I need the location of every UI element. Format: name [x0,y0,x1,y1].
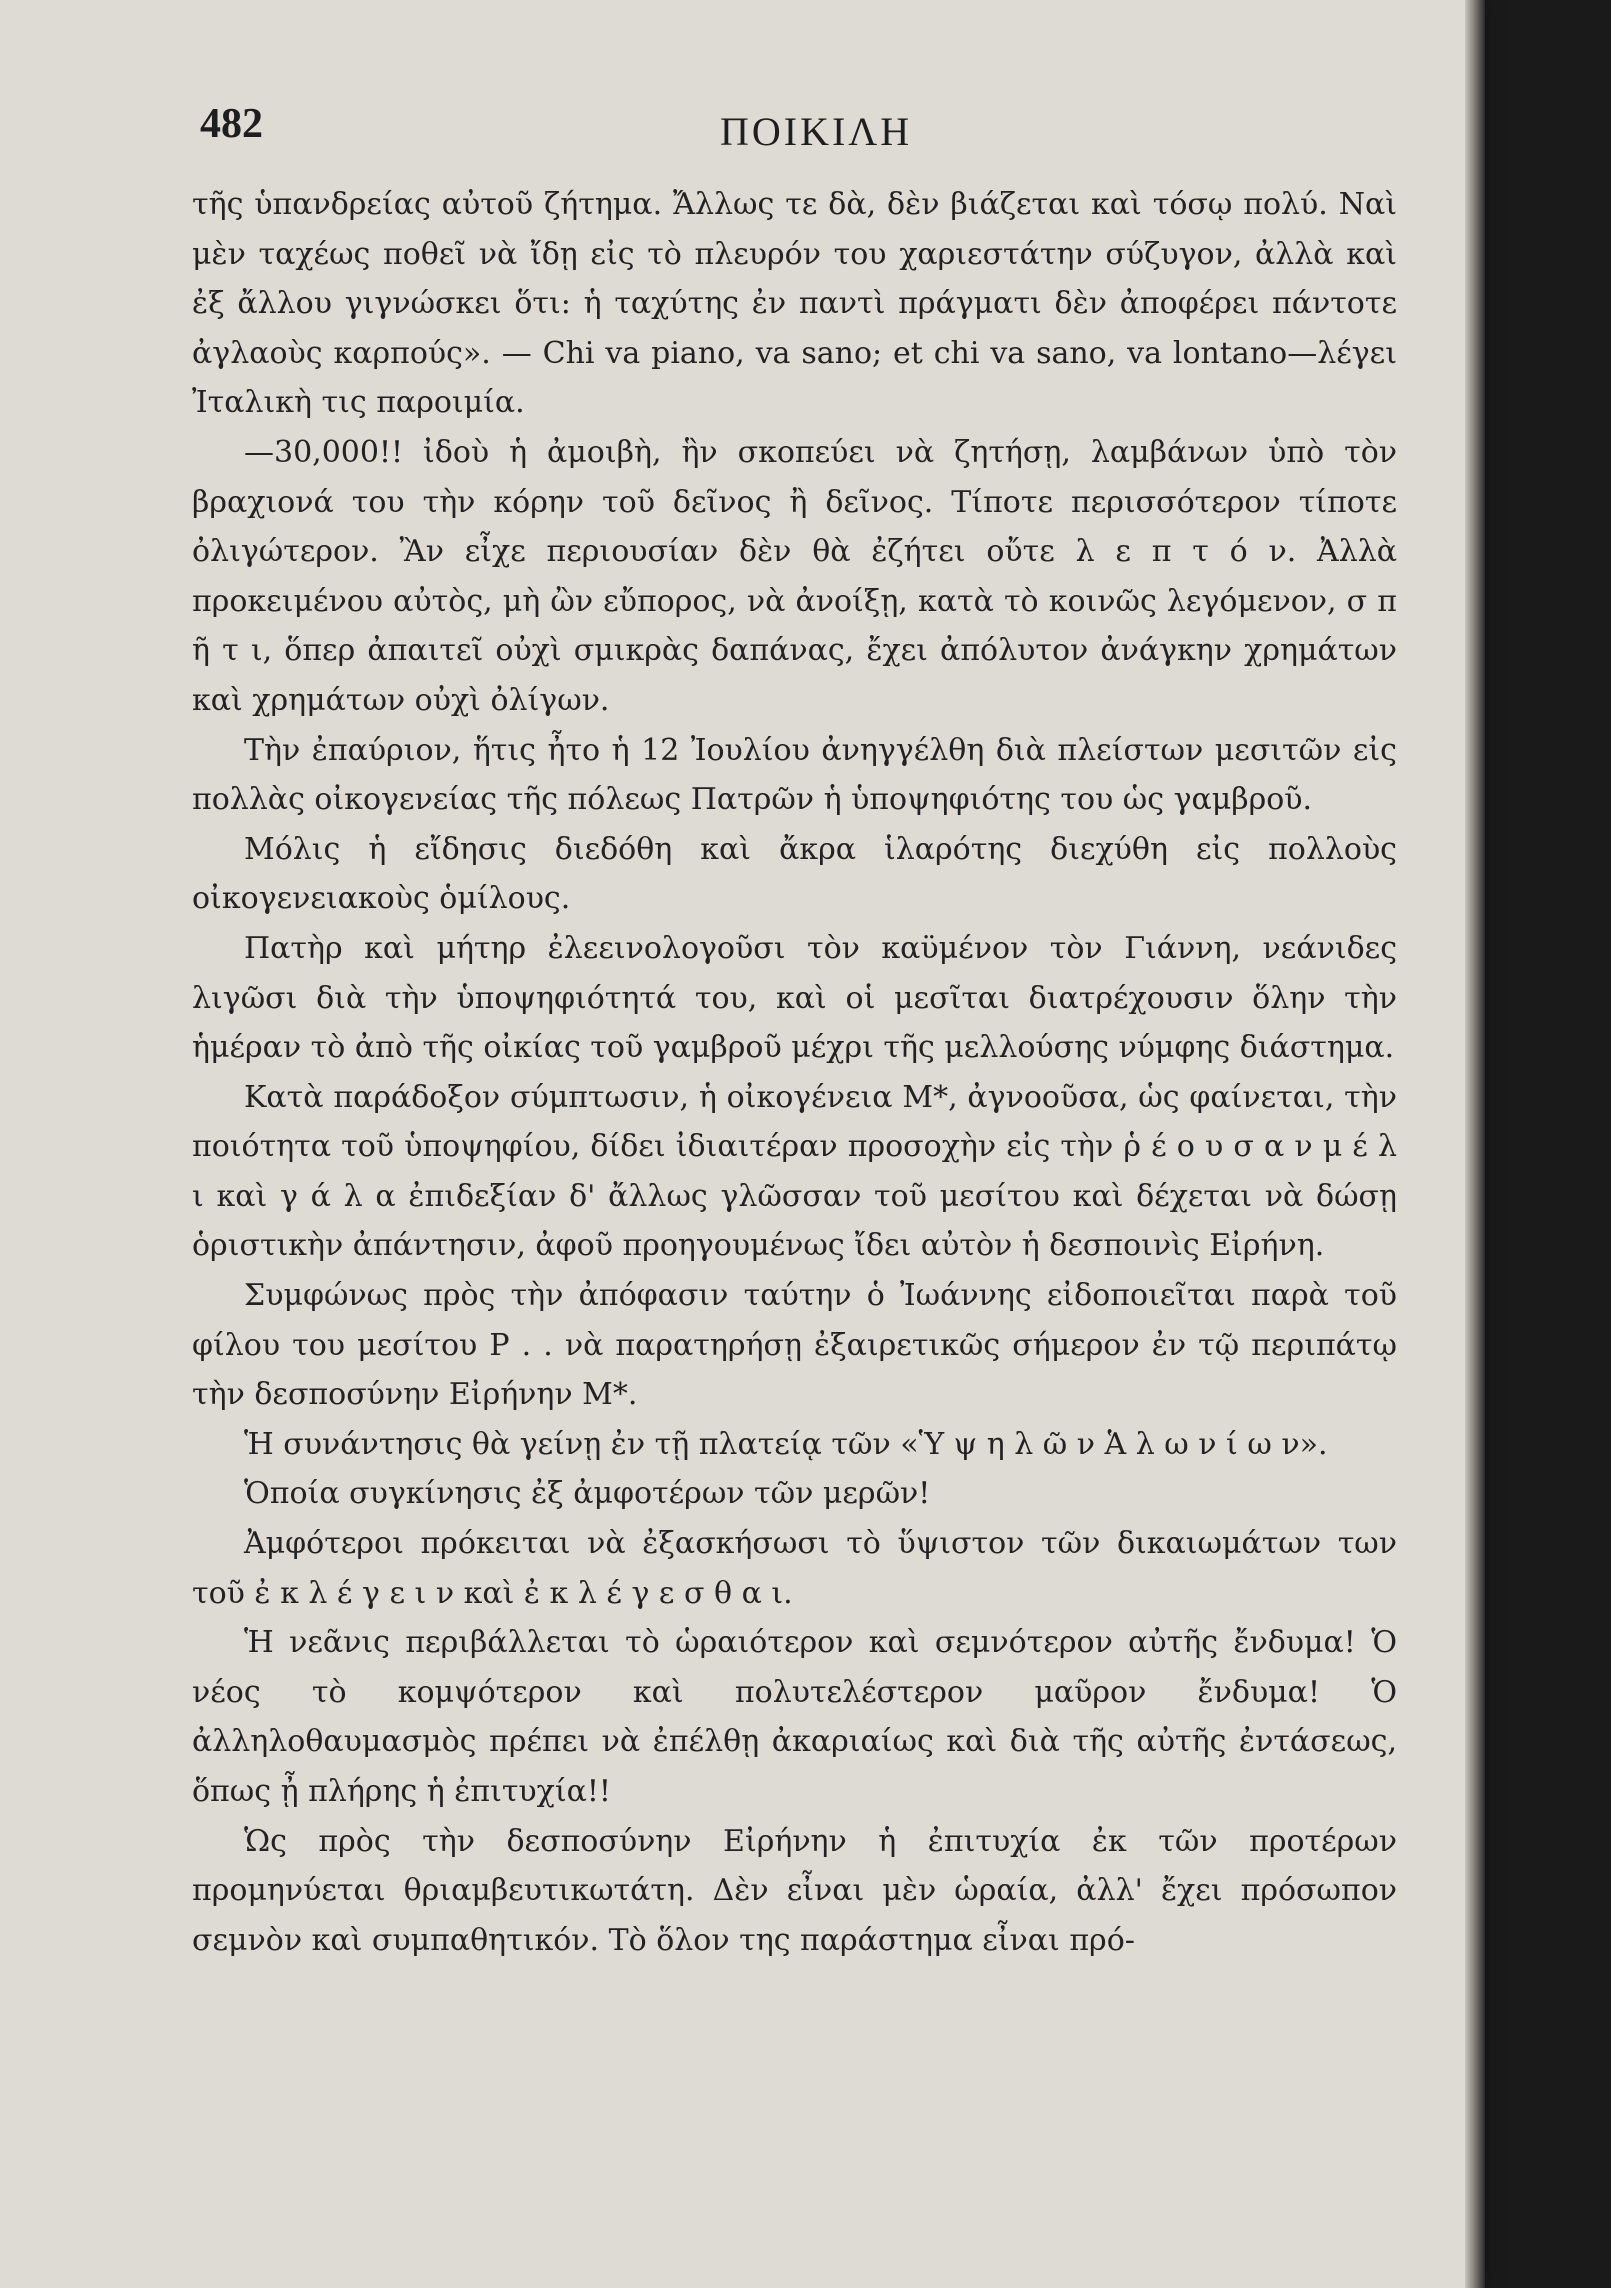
paragraph: τῆς ὑπανδρείας αὐτοῦ ζήτημα. Ἄλλως τε δὰ, δὲν βιάζεται καὶ τόσῳ πολύ. Ναὶ μὲν ταχέως ποθεῖ νὰ ἴδῃ εἰς τὸ πλευρόν του χαριεστάτην σύζυγον, ἀλλὰ καὶ ἐξ ἄλλου γιγνώσκει ὅτι: ἡ ταχύτης ἐν παντὶ πράγματι δὲν ἀποφέρει πάντοτε ἀγλαοὺς καρπούς». — Chi va piano, va sano; et chi va sano, va lontano—λέγει Ἰταλικὴ τις παροιμία. [192,187,1397,421]
paragraph: Πατὴρ καὶ μήτηρ ἐλεεινολογοῦσι τὸν καϋμένον τὸν Γιάννη, νεάνιδες λιγῶσι διὰ τὴν ὑποψηφιότητά του, καὶ οἱ μεσῖται διατρέχουσιν ὅλην τὴν ἡμέραν τὸ ἀπὸ τῆς οἰκίας τοῦ γαμβροῦ μέχρι τῆς μελλούσης νύμφης διάστημα. [192,930,1397,1066]
paragraph: Ὡς πρὸς τὴν δεσποσύνην Εἰρήνην ἡ ἐπιτυχία ἐκ τῶν προτέρων προμηνύεται θριαμβευτικωτάτη. Δὲν εἶναι μὲν ὡραία, ἀλλ' ἔχει πρόσωπον σεμνὸν καὶ συμπαθητικόν. Τὸ ὅλον της παράστημα εἶναι πρό- [192,1823,1397,1958]
paragraph: Τὴν ἐπαύριον, ἥτις ἦτο ἡ 12 Ἰουλίου ἀνηγγέλθη διὰ πλείστων μεσιτῶν εἰς πολλὰς οἰκογενείας τῆς πόλεως Πατρῶν ἡ ὑποψηφιότης του ὡς γαμβροῦ. [192,732,1397,818]
paragraph: Ἡ συνάντησις θὰ γείνῃ ἐν τῇ πλατείᾳ τῶν «Ὑ ψ η λ ῶ ν Ἁ λ ω ν ί ω ν». [244,1426,1328,1462]
paragraph: —30,000!! ἰδοὺ ἡ ἀμοιβὴ, ἣν σκοπεύει νὰ ζητήσῃ, λαμβάνων ὑπὸ τὸν βραχιονά του τὴν κόρην τοῦ δεῖνος ἢ δεῖνος. Τίποτε περισσότερον τίποτε ὀλιγώτερον. Ἂν εἶχε περιουσίαν δὲν θὰ ἐζήτει οὔτε λ ε π τ ό ν. Ἀλλὰ προκειμένου αὐτὸς, μὴ ὢν εὔπορος, νὰ ἀνοίξῃ, κατὰ τὸ κοινῶς λεγόμενον, σ π ῆ τ ι, ὅπερ ἀπαιτεῖ οὐχὶ σμικρὰς δαπάνας, ἔχει ἀπόλυτον ἀνάγκην χρημάτων καὶ χρημάτων οὐχὶ ὀλίγων. [192,434,1397,718]
paragraph: Μόλις ἡ εἴδησις διεδόθη καὶ ἄκρα ἱλαρότης διεχύθη εἰς πολλοὺς οἰκογενειακοὺς ὁμίλους. [192,831,1397,917]
page-number: 482 [200,101,263,147]
page-header [0,100,1475,170]
paragraph: Συμφώνως πρὸς τὴν ἀπόφασιν ταύτην ὁ Ἰωάννης εἰδοποιεῖται παρὰ τοῦ φίλου του μεσίτου Ρ . . νὰ παρατηρήσῃ ἐξαιρετικῶς σήμερον ἐν τῷ περιπάτῳ τὴν δεσποσύνην Εἰρήνην Μ*. [192,1278,1397,1413]
page-edge-shadow [1465,0,1485,2288]
running-head: ΠΟΙΚΙΛΗ [720,109,913,154]
body-text [192,180,1397,2240]
paragraph: Κατὰ παράδοξον σύμπτωσιν, ἡ οἰκογένεια Μ*, ἀγνοοῦσα, ὡς φαίνεται, τὴν ποιότητα τοῦ ὑποψηφίου, δίδει ἰδιαιτέραν προσοχὴν εἰς τὴν ῥ έ ο υ σ α ν μ έ λ ι καὶ γ ά λ α ἐπιδεξίαν δ' ἄλλως γλῶσσαν τοῦ μεσίτου καὶ δέχεται νὰ δώσῃ ὁριστικὴν ἀπάντησιν, ἀφοῦ προηγουμένως ἴδει αὐτὸν ἡ δεσποινὶς Εἰρήνη. [192,1079,1397,1264]
paragraph: Ἀμφότεροι πρόκειται νὰ ἐξασκήσωσι τὸ ὕψιστον τῶν δικαιωμάτων των τοῦ ἐ κ λ έ γ ε ι ν καὶ ἐ κ λ έ γ ε σ θ α ι. [192,1526,1397,1611]
paragraph: Ὁποία συγκίνησις ἐξ ἀμφοτέρων τῶν μερῶν! [244,1476,931,1512]
paragraph: Ἡ νεᾶνις περιβάλλεται τὸ ὡραιότερον καὶ σεμνότερον αὐτῆς ἔνδυμα! Ὁ νέος τὸ κομψότερον καὶ πολυτελέστερον μαῦρον ἔνδυμα! Ὁ ἀλληλοθαυμασμὸς πρέπει νὰ ἐπέλθῃ ἀκαριαίως καὶ διὰ τῆς αὐτῆς ἐντάσεως, ὅπως ᾖ πλήρης ἡ ἐπιτυχία!! [192,1625,1397,1809]
